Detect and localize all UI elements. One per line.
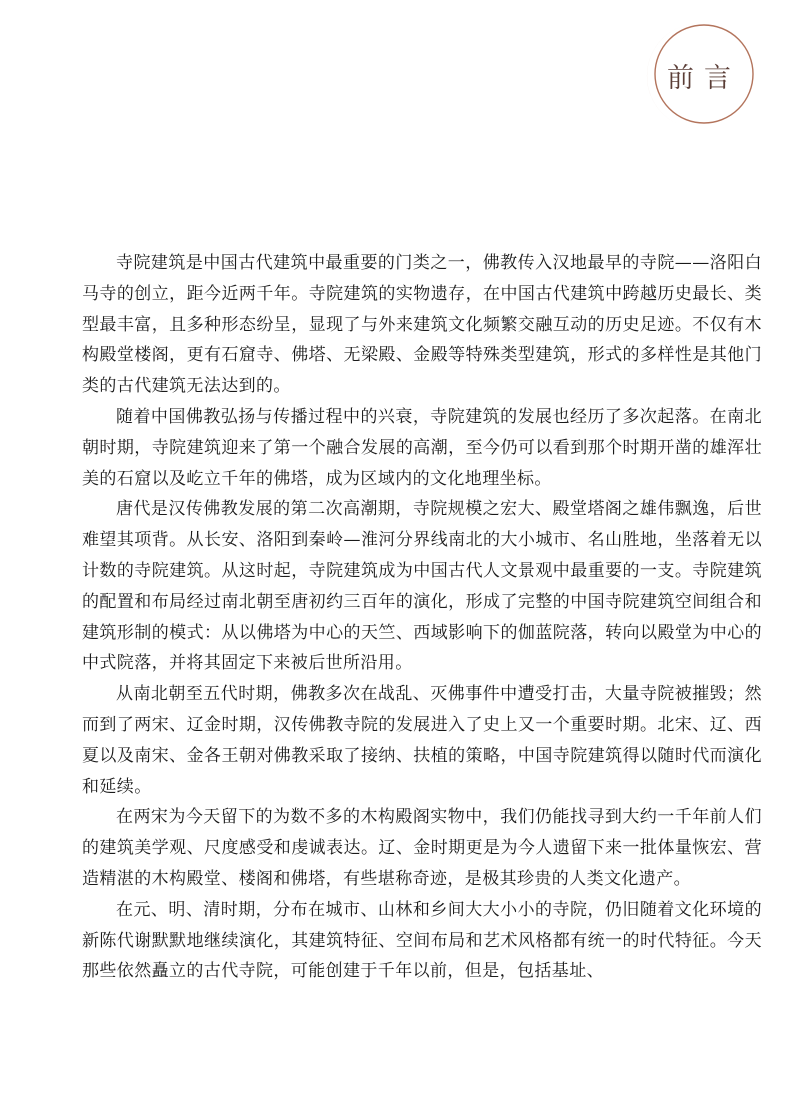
page-title: 前言 [667,63,741,94]
preface-body [82,248,762,987]
paragraph: 在两宋为今天留下的为数不多的木构殿阁实物中，我们仍能找寻到大约一千年前人们的建筑美学观、尺度感受和虔诚表达。辽、金时期更是为今人遗留下来一批体量恢宏、营造精湛的木构殿堂、楼阁和佛塔，有些堪称奇迹，是极其珍贵的人类文化遗产。 [82,807,762,889]
paragraph: 在元、明、清时期，分布在城市、山林和乡间大大小小的寺院，仍旧随着文化环境的新陈代谢默默地继续演化，其建筑特征、空间布局和艺术风格都有统一的时代特征。今天那些依然矗立的古代寺院，可能创建于千年以前，但是，包括基址、 [82,899,762,982]
chapter-badge [634,22,756,130]
paragraph: 寺院建筑是中国古代建筑中最重要的门类之一，佛教传入汉地最早的寺院——洛阳白马寺的创立，距今近两千年。寺院建筑的实物遗存，在中国古代建筑中跨越历史最长、类型最丰富，且多种形态纷呈，显现了与外来建筑文化频繁交融互动的历史足迹。不仅有木构殿堂楼阁，更有石窟寺、佛塔、无梁殿、金殿等特殊类型建筑，形式的多样性是其他门类的古代建筑无法达到的。 [82,253,762,397]
paragraph: 唐代是汉传佛教发展的第二次高潮期，寺院规模之宏大、殿堂塔阁之雄伟飘逸，后世难望其项背。从长安、洛阳到秦岭—淮河分界线南北的大小城市、名山胜地，坐落着无以计数的寺院建筑。从这时起，寺院建筑成为中国古代人文景观中最重要的一支。寺院建筑的配置和布局经过南北朝至唐初约三百年的演化，形成了完整的中国寺院建筑空间组合和建筑形制的模式：从以佛塔为中心的天竺、西域影响下的伽蓝院落，转向以殿堂为中心的中式院落，并将其固定下来被后世所沿用。 [82,499,762,674]
paragraph: 随着中国佛教弘扬与传播过程中的兴衰，寺院建筑的发展也经历了多次起落。在南北朝时期，寺院建筑迎来了第一个融合发展的高潮，至今仍可以看到那个时期开凿的雄浑壮美的石窟以及屹立千年的佛塔，成为区域内的文化地理坐标。 [82,406,762,489]
paragraph: 从南北朝至五代时期，佛教多次在战乱、灭佛事件中遭受打击，大量寺院被摧毁；然而到了两宋、辽金时期，汉传佛教寺院的发展进入了史上又一个重要时期。北宋、辽、西夏以及南宋、金各王朝对佛教采取了接纳、扶植的策略，中国寺院建筑得以随时代而演化和延续。 [82,684,762,797]
